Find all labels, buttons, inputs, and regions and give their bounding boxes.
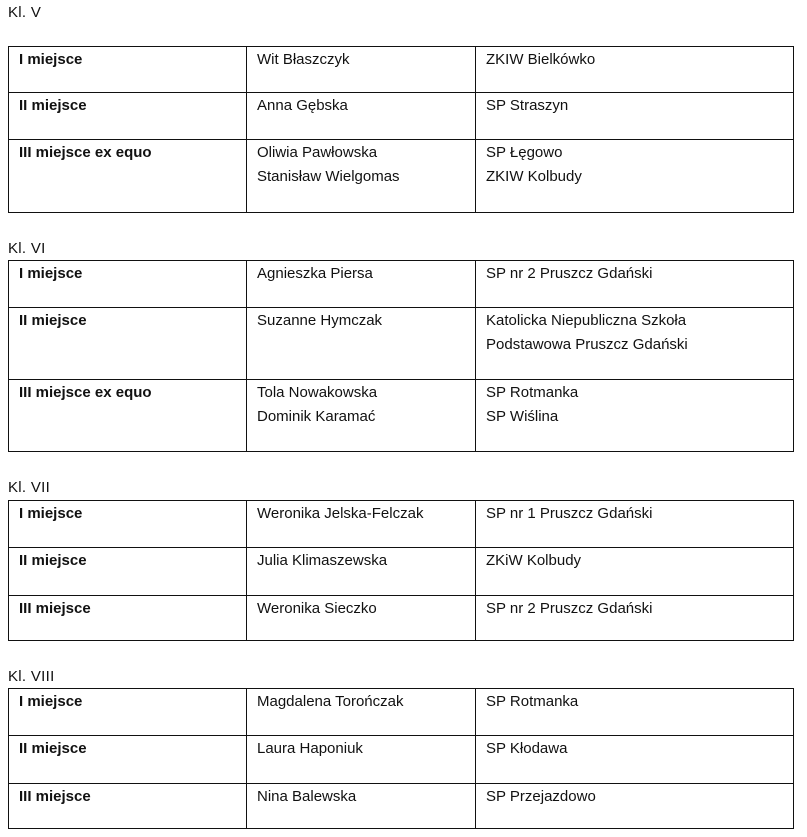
school-name: SP Kłodawa [486,740,568,757]
names-cell [247,689,476,736]
participant-name: Julia Klimaszewska [257,552,388,569]
participant-name: Anna Gębska [257,97,348,114]
school-name: SP nr 1 Pruszcz Gdański [486,505,653,522]
schools-cell [476,596,794,641]
place-cell: I miejsce [9,47,247,93]
schools-cell [476,784,794,829]
place-cell: I miejsce [9,689,247,736]
section-title-kl-vi: Kl. VI [8,240,46,257]
place-cell: I miejsce [9,501,247,548]
participant-name: Weronika Sieczko [257,600,377,617]
participant-name: Wit Błaszczyk [257,51,350,68]
schools-cell [476,47,794,93]
school-name: SP Rotmanka [486,693,579,710]
place-cell: II miejsce [9,548,247,596]
results-table-kl-vi [8,260,794,452]
table-row [9,47,794,93]
results-table-kl-vii [8,500,794,641]
place-cell: II miejsce [9,93,247,140]
results-table-kl-v [8,46,794,213]
place-cell: III miejsce ex equo [9,140,247,213]
table-row [9,308,794,380]
schools-cell [476,380,794,452]
table-row [9,380,794,452]
results-table-kl-viii [8,688,794,829]
schools-cell [476,140,794,213]
table-row [9,548,794,596]
names-cell [247,261,476,308]
participant-name: Dominik Karamać [257,408,376,425]
place-cell: III miejsce [9,596,247,641]
schools-cell [476,308,794,380]
table-row [9,140,794,213]
school-name: Podstawowa Pruszcz Gdański [486,336,688,353]
table-row [9,784,794,829]
school-name: ZKIW Kolbudy [486,168,582,185]
participant-name: Oliwia Pawłowska [257,144,378,161]
schools-cell [476,501,794,548]
participant-name: Magdalena Torończak [257,693,404,710]
section-title-kl-vii: Kl. VII [8,479,51,496]
participant-name: Stanisław Wielgomas [257,168,400,185]
place-cell: II miejsce [9,736,247,784]
participant-name: Tola Nowakowska [257,384,378,401]
schools-cell [476,261,794,308]
table-row [9,93,794,140]
names-cell [247,784,476,829]
school-name: SP Łęgowo [486,144,563,161]
names-cell [247,736,476,784]
names-cell [247,596,476,641]
place-cell: III miejsce ex equo [9,380,247,452]
section-title-kl-v: Kl. V [8,4,42,21]
schools-cell [476,548,794,596]
table-row [9,689,794,736]
place-cell: I miejsce [9,261,247,308]
section-title-kl-viii: Kl. VIII [8,668,55,685]
school-name: SP nr 2 Pruszcz Gdański [486,600,653,617]
names-cell [247,548,476,596]
place-cell: III miejsce [9,784,247,829]
participant-name: Agnieszka Piersa [257,265,373,282]
participant-name: Weronika Jelska-Felczak [257,505,424,522]
school-name: SP Rotmanka [486,384,579,401]
place-cell: II miejsce [9,308,247,380]
school-name: ZKiW Kolbudy [486,552,582,569]
table-row [9,261,794,308]
participant-name: Laura Haponiuk [257,740,363,757]
table-row [9,501,794,548]
school-name: SP nr 2 Pruszcz Gdański [486,265,653,282]
school-name: Katolicka Niepubliczna Szkoła [486,312,687,329]
schools-cell [476,689,794,736]
schools-cell [476,93,794,140]
names-cell [247,140,476,213]
school-name: SP Przejazdowo [486,788,596,805]
table-row [9,596,794,641]
names-cell [247,308,476,380]
table-row [9,736,794,784]
names-cell [247,93,476,140]
school-name: SP Wiślina [486,408,559,425]
school-name: ZKIW Bielkówko [486,51,596,68]
names-cell [247,47,476,93]
names-cell [247,501,476,548]
participant-name: Nina Balewska [257,788,357,805]
schools-cell [476,736,794,784]
school-name: SP Straszyn [486,97,569,114]
participant-name: Suzanne Hymczak [257,312,383,329]
names-cell [247,380,476,452]
